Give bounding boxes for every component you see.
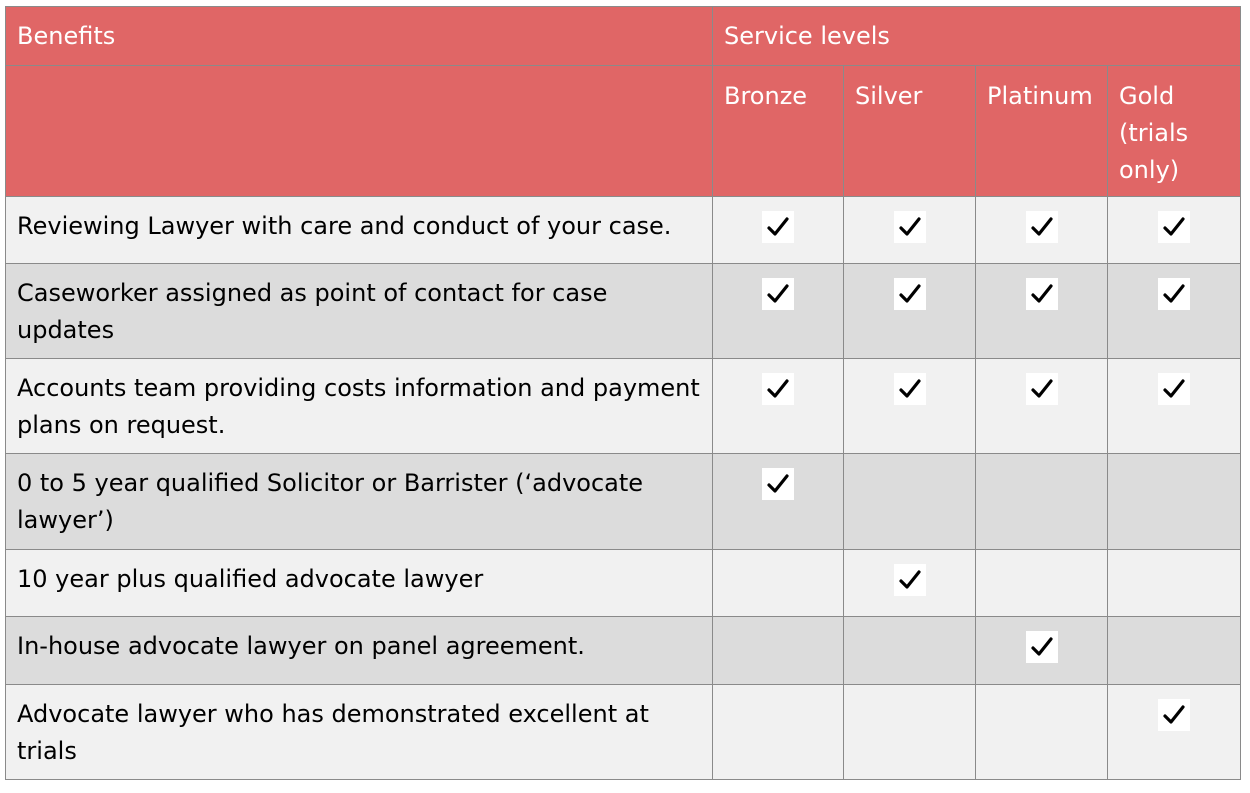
- tick-cell: [713, 197, 844, 264]
- table-row: [6, 454, 1241, 550]
- checkmark-icon: [894, 278, 926, 310]
- benefit-label: Reviewing Lawyer with care and conduct of your case.: [17, 212, 672, 240]
- checkmark-icon: [762, 468, 794, 500]
- checkmark-icon: [762, 373, 794, 405]
- tick-cell: [1108, 197, 1241, 264]
- tick-cell: [713, 617, 844, 685]
- benefits-header-cell: [6, 7, 713, 66]
- checkmark-icon: [1026, 631, 1058, 663]
- tick-cell: [976, 264, 1108, 359]
- tick-cell: [844, 264, 976, 359]
- benefit-cell: [6, 197, 713, 264]
- tick-cell: [713, 264, 844, 359]
- table-row: [6, 617, 1241, 685]
- tick-cell: [976, 617, 1108, 685]
- checkmark-icon: [894, 211, 926, 243]
- benefits-header: Benefits: [17, 22, 116, 50]
- tick-cell: [713, 550, 844, 617]
- table-row: [6, 264, 1241, 359]
- table-row: [6, 685, 1241, 780]
- level-header-silver: Silver: [844, 66, 976, 197]
- benefit-label: Caseworker assigned as point of contact for case updates: [17, 279, 608, 344]
- level-header-bronze: Bronze: [713, 66, 844, 197]
- table-row: [6, 359, 1241, 454]
- tick-cell: [976, 359, 1108, 454]
- checkmark-icon: [894, 564, 926, 596]
- benefit-cell: [6, 550, 713, 617]
- checkmark-icon: [1026, 373, 1058, 405]
- checkmark-icon: [1158, 211, 1190, 243]
- benefit-cell: [6, 359, 713, 454]
- benefit-cell: [6, 617, 713, 685]
- service-levels-header-cell: [713, 7, 1241, 66]
- tick-cell: [1108, 617, 1241, 685]
- tick-cell: [976, 197, 1108, 264]
- checkmark-icon: [762, 278, 794, 310]
- benefit-cell: [6, 264, 713, 359]
- checkmark-icon: [1026, 211, 1058, 243]
- service-levels-table: [5, 6, 1241, 780]
- benefits-subheader-cell: [6, 66, 713, 197]
- tick-cell: [844, 197, 976, 264]
- benefit-cell: [6, 454, 713, 550]
- checkmark-icon: [1158, 699, 1190, 731]
- tick-cell: [844, 617, 976, 685]
- checkmark-icon: [762, 211, 794, 243]
- benefit-label: In-house advocate lawyer on panel agreement.: [17, 632, 585, 660]
- benefit-cell: [6, 685, 713, 780]
- checkmark-icon: [1158, 373, 1190, 405]
- table-row: [6, 550, 1241, 617]
- service-levels-header: Service levels: [724, 22, 890, 50]
- table-body: [6, 197, 1241, 780]
- checkmark-icon: [1026, 278, 1058, 310]
- tick-cell: [1108, 264, 1241, 359]
- tick-cell: [844, 685, 976, 780]
- tick-cell: [1108, 685, 1241, 780]
- tick-cell: [713, 454, 844, 550]
- tick-cell: [976, 550, 1108, 617]
- tick-cell: [1108, 550, 1241, 617]
- benefit-label: Accounts team providing costs information and payment plans on request.: [17, 374, 700, 439]
- tick-cell: [976, 454, 1108, 550]
- level-header-gold: Gold (trials only): [1108, 66, 1241, 197]
- benefit-label: 0 to 5 year qualified Solicitor or Barrister (‘advocate lawyer’): [17, 469, 644, 534]
- table-row: [6, 197, 1241, 264]
- level-header-platinum: Platinum: [976, 66, 1108, 197]
- checkmark-icon: [1158, 278, 1190, 310]
- benefit-label: 10 year plus qualified advocate lawyer: [17, 565, 484, 593]
- checkmark-icon: [894, 373, 926, 405]
- tick-cell: [844, 454, 976, 550]
- tick-cell: [844, 550, 976, 617]
- tick-cell: [713, 359, 844, 454]
- tick-cell: [713, 685, 844, 780]
- tick-cell: [1108, 454, 1241, 550]
- benefit-label: Advocate lawyer who has demonstrated excellent at trials: [17, 700, 649, 765]
- tick-cell: [976, 685, 1108, 780]
- tick-cell: [1108, 359, 1241, 454]
- tick-cell: [844, 359, 976, 454]
